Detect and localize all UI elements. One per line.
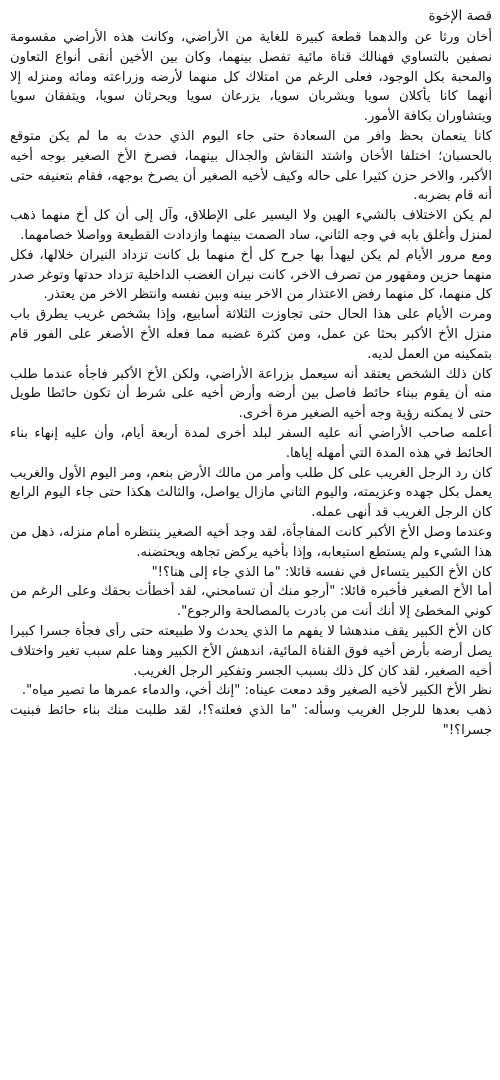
paragraph-12: كان الأخ الكبير يقف مندهشا لا يفهم ما الذي يحدث ولا طبيعته حتى رأى فجأة جسرا كبيرا يصل أرضه بأرض أخيه فوق القناة المائية، اندهش الأخ الكبير وهنا علم سبب تغير واختلاف أخيه الصغير، لقد كان كل ذلك بسبب الجسر وتفكير الرجل الغريب. xyxy=(10,623,492,679)
paragraph-7: أعلمه صاحب الأراضي أنه عليه السفر لبلد أخرى لمدة أربعة أيام، وأن عليه إنهاء بناء الحائط في هذه المدة التي أمهله إياها. xyxy=(10,425,492,461)
paragraph-11: أما الأخ الصغير فأخبره قائلا: "أرجو منك أن تسامحني، لقد أخطأت بحقك وعلى الرغم من كوني المخطئ إلا أنك أنت من بادرت بالمصالحة والرجوع". xyxy=(10,584,492,620)
paragraph-5: ومرت الأيام على هذا الحال حتى تجاوزت الثلاثة أسابيع، وإذا بشخص غريب يطرق باب منزل الأخ الأكبر بحثا عن عمل، ومن كثرة غضبه مما فعله الأخ الأصغر على الفور قام بتمكينه من العمل لديه. xyxy=(10,307,492,362)
paragraph-10: كان الأخ الكبير يتساءل في نفسه قائلا: "ما الذي جاء إلى هنا؟!" xyxy=(151,564,492,580)
paragraph-1: أخان ورثا عن والدهما قطعة كبيرة للغاية من الأراضي، وكانت هذه الأراضي مقسومة نصفين بالتساوي فهنالك قناة مائية تفصل بينهما، وكان بين الأخين أنقى أنواع التعاون والمحبة بكل الوجود، فعلى الرغم من امتلاك كل منهما لأرضه وزراعته ومائه ومنزله إلا أنهما كانا يأكلان سويا ويشربان سويا، يزرعان سويا ويحرثان سويا، ويتفقان سويا ويتشاوران بكافة الأمور. xyxy=(10,30,492,125)
story-title: قصة الإخوة xyxy=(428,8,492,24)
paragraph-3: لم يكن الاختلاف بالشيء الهين ولا اليسير على الإطلاق، وآل إلى أن كل أخ منهما ذهب لمنزل وأغلق بابه في وجه الثاني، ساد الصمت بينهما وازدادت القطيعة وواصلا خصامهما. xyxy=(10,208,492,243)
paragraph-2: كانا ينعمان بحظ وافر من السعادة حتى جاء اليوم الذي حدث به ما لم يكن متوقع بالحسبان؛ اختلفا الأخان واشتد النقاش والجدال بينهما، فصرخ الأخ الصغير بوجه أخيه الأكبر، والاخر حزن كثيرا على حاله وكيف لأخيه الصغير أن يصرخ بوجهه، فقام بتعنيفه حتى أنه قام بضربه. xyxy=(10,128,492,204)
paragraph-6: كان ذلك الشخص يعتقد أنه سيعمل بزراعة الأراضي، ولكن الأخ الأكبر فاجأه عندما طلب منه أن يقوم ببناء حائط فاصل بين أرضه وأرض أخيه على شرط أن تكون حائطا طويل حتى لا يمكنه رؤية وجه أخيه الصغير مرة أخرى. xyxy=(10,366,492,422)
paragraph-4: ومع مرور الأيام لم يكن ليهدأ بها جرح كل أخ منهما بل كانت تزداد النيران خلالها، فكل منهما حزين ومقهور من تصرف الاخر، كانت نيران الغضب الداخلية تزداد حدتها وتوغر صدر كل منهما، كل منهما رفض الاعتذار من الاخر بينه وبين نفسه وانتظر الاخر من يعتذر. xyxy=(10,247,492,303)
paragraph-13: نظر الأخ الكبير لأخيه الصغير وقد دمعت عيناه: "إنك أخي، والدماء عمرها ما تصير مياه". xyxy=(21,683,492,699)
paragraph-8: كان رد الرجل الغريب على كل طلب وأمر من مالك الأرض بنعم، ومر اليوم الأول والغريب يعمل بكل جهده وعزيمته، واليوم الثاني مازال يواصل، والثالث هكذا حتى جاء اليوم الرابع كان الرجل الغريب قد أنهى عمله. xyxy=(10,465,492,521)
paragraph-9: وعندما وصل الأخ الأكبر كانت المفاجأة، لقد وجد أخيه الصغير ينتظره أمام منزله، ذهل من هذا الشيء ولم يستطع استيعابه، وإذا بأخيه يركض تجاهه ويحتضنه. xyxy=(10,524,492,560)
story-document xyxy=(10,4,492,1080)
paragraph-14: ذهب بعدها للرجل الغريب وسأله: "ما الذي فعلته؟!، لقد طلبت منك بناء حائط فبنيت جسرا؟!" xyxy=(10,703,492,738)
